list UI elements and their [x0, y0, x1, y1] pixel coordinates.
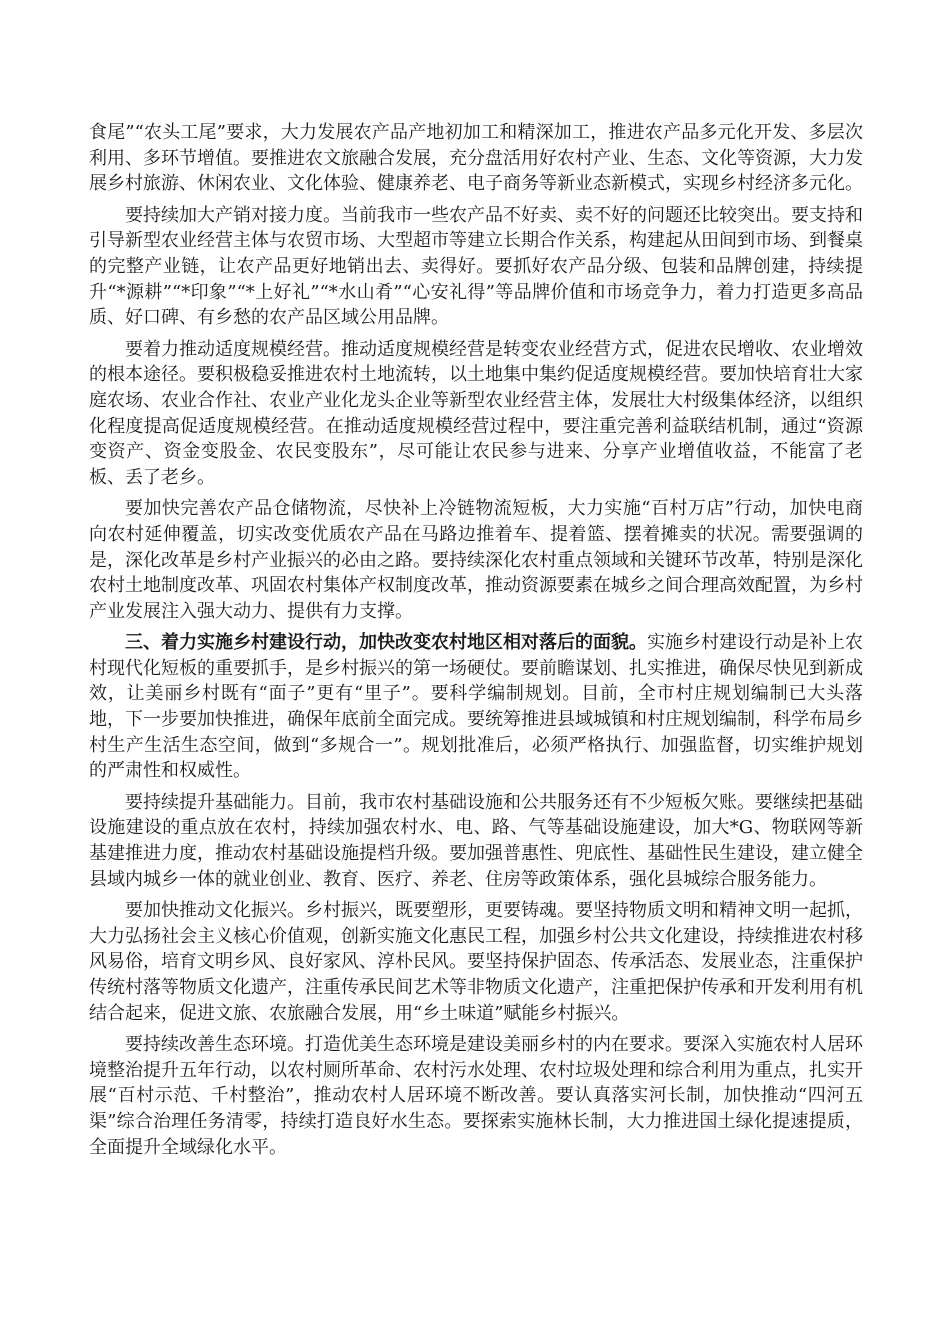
paragraph-5 — [89, 630, 863, 784]
paragraph-8 — [89, 1032, 863, 1160]
paragraph-text: 食尾”“农头工尾”要求，大力发展农产品产地初加工和精深加工，推进农产品多元化开发、多层次利用、多环节增值。要推进农文旅融合发展，充分盘活用好农村产业、生态、文化等资源，大力发展乡村旅游、休闲农业、文化体验、健康养老、电子商务等新业态新模式，实现乡村经济多元化。 — [89, 122, 863, 195]
paragraph-7 — [89, 898, 863, 1026]
paragraph-text: 要持续提升基础能力。目前，我市农村基础设施和公共服务还有不少短板欠账。要继续把基础设施建设的重点放在农村，持续加强农村水、电、路、气等基础设施建设，加大*G、物联网等新基建推进力度，推动农村基础设施提档升级。要加强普惠性、兜底性、基础性民生建设，建立健全县域内城乡一体的就业创业、教育、医疗、养老、住房等政策体系，强化县城综合服务能力。 — [89, 791, 863, 890]
paragraph-3 — [89, 337, 863, 491]
paragraph-text: 实施乡村建设行动是补上农村现代化短板的重要抓手，是乡村振兴的第一场硬仗。要前瞻谋划、扎实推进，确保尽快见到新成效，让美丽乡村既有“面子”更有“里子”。要科学编制规划。目前，全市村庄规划编制已大头落地，下一步要加快推进，确保年底前全面完成。要统筹推进县域城镇和村庄规划编制，科学布局乡村生产生活生态空间，做到“多规合一”。规划批准后，必须严格执行、加强监督，切实维护规划的严肃性和权威性。 — [89, 632, 863, 782]
section-heading: 三、着力实施乡村建设行动，加快改变农村地区相对落后的面貌。 — [125, 632, 647, 654]
paragraph-text: 要加快完善农产品仓储物流，尽快补上冷链物流短板，大力实施“百村万店”行动，加快电商向农村延伸覆盖，切实改变优质农产品在马路边推着车、提着篮、摆着摊卖的状况。需要强调的是，深化改革是乡村产业振兴的必由之路。要持续深化农村重点领域和关键环节改革，特别是深化农村土地制度改革、巩固农村集体产权制度改革，推动资源要素在城乡之间合理高效配置，为乡村产业发展注入强大动力、提供有力支撑。 — [89, 498, 863, 622]
paragraph-6 — [89, 790, 863, 892]
paragraph-text: 要着力推动适度规模经营。推动适度规模经营是转变农业经营方式，促进农民增收、农业增效的根本途径。要积极稳妥推进农村土地流转，以土地集中集约促适度规模经营。要加快培育壮大家庭农场、农业合作社、农业产业化龙头企业等新型农业经营主体，发展壮大村级集体经济，以组织化程度提高促适度规模经营。在推动适度规模经营过程中，要注重完善利益联结机制，通过“资源变资产、资金变股金、农民变股东”，尽可能让农民参与进来、分享产业增值收益，不能富了老板、丢了老乡。 — [89, 338, 863, 488]
paragraph-text: 要持续加大产销对接力度。当前我市一些农产品不好卖、卖不好的问题还比较突出。要支持和引导新型农业经营主体与农贸市场、大型超市等建立长期合作关系，构建起从田间到市场、到餐桌的完整产业链，让农产品更好地销出去、卖得好。要抓好农产品分级、包装和品牌创建，持续提升“*源耕”“*印象”“*上好礼”“*水山肴”“心安礼得”等品牌价值和市场竞争力，着力打造更多高品质、好口碑、有乡愁的农产品区域公用品牌。 — [89, 204, 863, 329]
paragraph-1 — [89, 120, 863, 197]
paragraph-2 — [89, 203, 863, 331]
paragraph-text: 要加快推动文化振兴。乡村振兴，既要塑形，更要铸魂。要坚持物质文明和精神文明一起抓，大力弘扬社会主义核心价值观，创新实施文化惠民工程，加强乡村公共文化建设，持续推进农村移风易俗，培育文明乡风、良好家风、淳朴民风。要坚持保护固态、传承活态、发展业态，注重保护传统村落等物质文化遗产，注重传承民间艺术等非物质文化遗产，注重把保护传承和开发利用有机结合起来，促进文旅、农旅融合发展，用“乡土味道”赋能乡村振兴。 — [89, 900, 863, 1024]
paragraph-4 — [89, 496, 863, 624]
document-page — [89, 120, 863, 1166]
paragraph-text: 要持续改善生态环境。打造优美生态环境是建设美丽乡村的内在要求。要深入实施农村人居环境整治提升五年行动，以农村厕所革命、农村污水处理、农村垃圾处理和综合利用为重点，扎实开展“百村示范、千村整治”，推动农村人居环境不断改善。要认真落实河长制，加快推动“四河五渠”综合治理任务清零，持续打造良好水生态。要探索实施林长制，大力推进国土绿化提速提质，全面提升全域绿化水平。 — [89, 1034, 863, 1158]
